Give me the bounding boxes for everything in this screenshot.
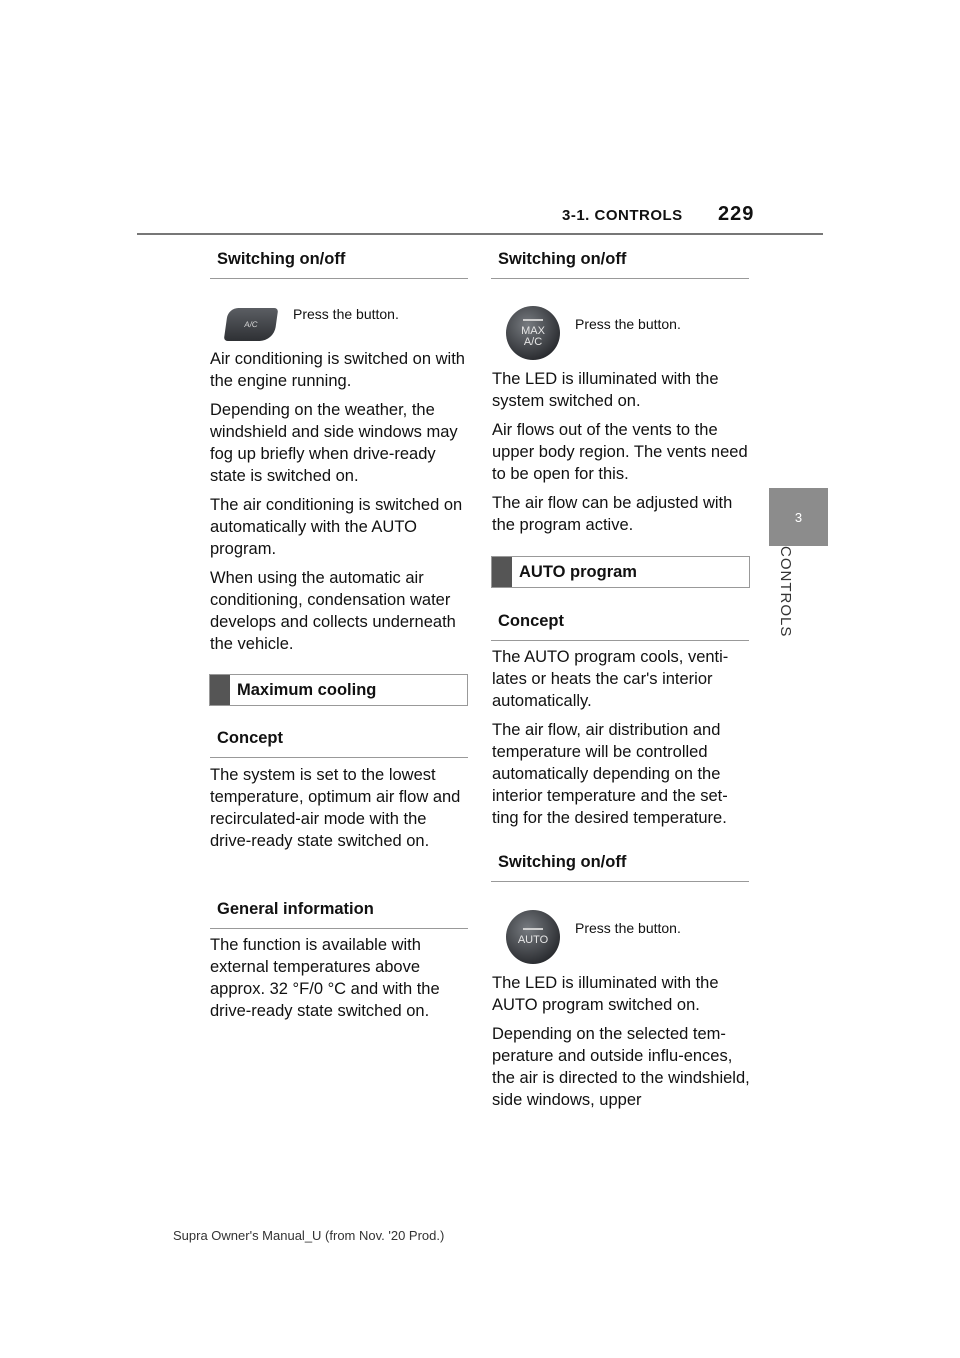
heading-general-information: General information bbox=[210, 900, 468, 929]
ac-button-label: A/C bbox=[243, 320, 259, 329]
led-indicator bbox=[523, 319, 543, 321]
auto-label: AUTO bbox=[517, 934, 549, 946]
paragraph: Depending on the selected tem-perature and outside influ-ences, the air is directed to the windshield, side windows, upper bbox=[492, 1025, 750, 1109]
heading-switching-on-off: Switching on/off bbox=[210, 250, 468, 279]
heading-maximum-cooling bbox=[209, 674, 468, 706]
caption-press-button: Press the button. bbox=[575, 316, 681, 332]
heading-concept: Concept bbox=[210, 729, 468, 758]
left-body-1 bbox=[210, 348, 468, 662]
paragraph: Air conditioning is switched on with the engine running. bbox=[210, 350, 465, 390]
paragraph: The system is set to the lowest temperature, optimum air flow and recirculated-air mode with the drive-ready state switched on. bbox=[210, 766, 461, 850]
paragraph: Air flows out of the vents to the upper body region. The vents need to be open for this. bbox=[492, 421, 748, 483]
led-indicator bbox=[523, 928, 543, 930]
heading-label: AUTO program bbox=[519, 562, 637, 581]
max-ac-button-icon bbox=[506, 306, 560, 360]
paragraph: When using the automatic air conditioning, condensation water develops and collects underneath the vehicle. bbox=[210, 569, 456, 653]
paragraph: Depending on the weather, the windshield and side windows may fog up briefly when drive-ready state is switched on. bbox=[210, 401, 458, 485]
left-body-2 bbox=[210, 764, 468, 859]
heading-label: Maximum cooling bbox=[237, 680, 377, 699]
right-body-1 bbox=[492, 368, 750, 543]
paragraph: The air flow can be adjusted with the program active. bbox=[492, 494, 733, 534]
heading-auto-program bbox=[491, 556, 750, 588]
heading-switching-on-off: Switching on/off bbox=[491, 250, 749, 279]
heading-switching-on-off: Switching on/off bbox=[491, 853, 749, 882]
paragraph: The function is available with external temperatures above approx. 32 °F/0 °C and with the drive-ready state switched on. bbox=[210, 936, 440, 1020]
heading-bar bbox=[210, 675, 230, 705]
left-body-3 bbox=[210, 934, 468, 1029]
paragraph: The LED is illuminated with the AUTO program switched on. bbox=[492, 974, 719, 1014]
heading-bar bbox=[492, 557, 512, 587]
right-body-2 bbox=[492, 646, 750, 836]
paragraph: The air flow, air distribution and temperature will be controlled automatically depending on the interior temperature and the set-ting for the desired temperature. bbox=[492, 721, 728, 827]
right-body-3 bbox=[492, 972, 750, 1118]
footer-manual-title: Supra Owner's Manual_U (from Nov. '20 Prod.) bbox=[173, 1228, 445, 1243]
max-label: MAX bbox=[521, 324, 545, 337]
ac-label: A/C bbox=[523, 335, 543, 348]
chapter-side-label: CONTROLS bbox=[777, 546, 794, 638]
caption-press-button: Press the button. bbox=[293, 306, 399, 322]
chapter-tab: 3 bbox=[769, 488, 828, 546]
header-divider bbox=[137, 233, 823, 235]
page-number: 229 bbox=[718, 203, 755, 225]
ac-button-icon bbox=[224, 308, 279, 341]
section-title: 3-1. CONTROLS bbox=[562, 207, 683, 224]
paragraph: The AUTO program cools, venti-lates or heats the car's interior automatically. bbox=[492, 648, 729, 710]
caption-press-button: Press the button. bbox=[575, 920, 681, 936]
paragraph: The LED is illuminated with the system switched on. bbox=[492, 370, 719, 410]
heading-concept: Concept bbox=[491, 612, 749, 641]
auto-button-icon bbox=[506, 910, 560, 964]
paragraph: The air conditioning is switched on automatically with the AUTO program. bbox=[210, 496, 463, 558]
